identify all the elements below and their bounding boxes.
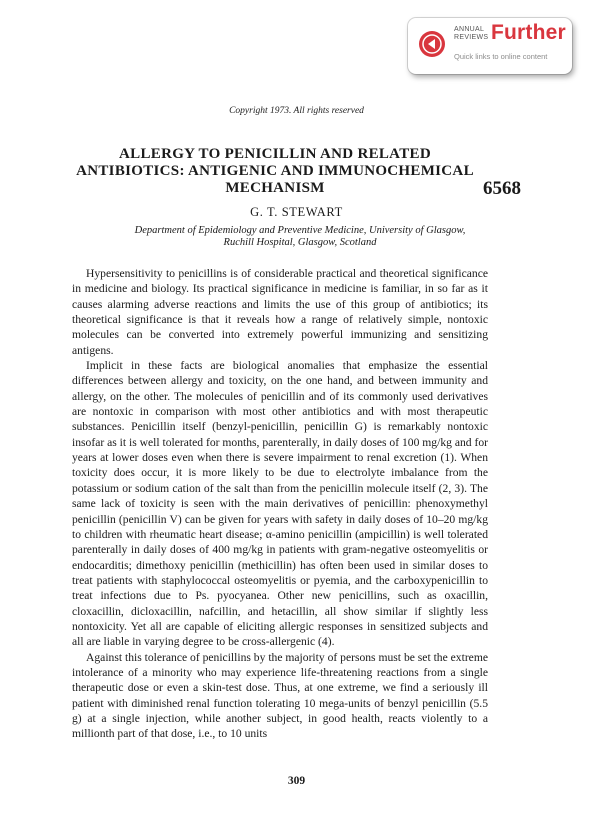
article-title [40,146,510,197]
further-wordmark: Further [491,21,566,44]
affiliation-line: Department of Epidemiology and Preventive Medicine, University of Glasgow, [134,225,466,236]
title-line: ANTIBIOTICS: ANTIGENIC AND IMMUNOCHEMICAL [76,163,474,179]
circle-arrow-left-icon [418,30,446,58]
author-affiliation [90,225,510,249]
article-body [72,266,488,742]
publisher-label: ANNUAL REVIEWS [454,26,489,41]
body-paragraph: Hypersensitivity to penicillins is of considerable practical and theoretical significance in medicine and biology. Its practical significance in medicine is familiar, in so far as it causes alarming adverse reactions and limits the use of this group of antibiotics; its theoretical significance is that it reveals how a range of relatively simple, nontoxic molecules can be converted into extremely powerful immunizing and sensitizing antigens. [72,267,488,357]
body-paragraph: Against this tolerance of penicillins by the majority of persons must be set the extreme intolerance of a minority who may experience life-threatening reactions from a single therapeutic dose or even a skin-test dose. Thus, at one extreme, we find a seriously ill patient with diminished renal function tolerating 10 mega-units of benzyl penicillin (5.5 g) at a single injection, while another subject, in good health, reacts violently to a millionth part of that dose, i.e., to 10 units [72,650,488,741]
title-line: MECHANISM [225,180,325,196]
title-line: ALLERGY TO PENICILLIN AND RELATED [119,146,431,162]
further-tagline: Quick links to online content [454,52,548,61]
article-number: 6568 [483,178,521,199]
affiliation-line: Ruchill Hospital, Glasgow, Scotland [223,237,377,248]
copyright-notice: Copyright 1973. All rights reserved [229,106,364,116]
page-number: 309 [287,775,306,787]
author-name: G. T. STEWART [250,205,343,219]
further-badge[interactable] [408,18,572,74]
body-paragraph: Implicit in these facts are biological anomalies that emphasize the essential differences between allergy and toxicity, on the one hand, and between immunity and allergy, on the other. The molecules of penicillin and of its commonly used derivatives are nontoxic in comparison with most other antibiotics and with most therapeutic substances. Penicillin itself (benzyl-penicillin, penicillin G) is remarkably nontoxic insofar as it is well tolerated for months, parenterally, in daily doses of 100 mg/kg and for years at lower doses even when there is severe impairment to renal excretion (1). When toxicity does occur, it is more likely to be due to electrolyte imbalance from the potassium or sodium cation of the salt than from the penicillin molecule itself (2, 3). The same lack of toxicity is seen with the main derivatives of penicillin: phenoxymethyl penicillin (penicillin V) can be given for years with safety in daily doses of 10–20 mg/kg to children with rheumatic heart disease; α-amino penicillin (ampicillin) is well tolerated parenterally in daily doses of 400 mg/kg in patients with gram-negative osteomyelitis or endocarditis; dimethoxy penicillin (methicillin) has often been used in similar doses to treat patients with staphylococcal osteomyelitis or pyemia, and the carboxypenicillin to treat infections due to Ps. pyocyanea. Other new penicillins, such as oxacillin, cloxacillin, dicloxacillin, nafcillin, and hetacillin, all show similar if slightly less nontoxicity. Yet all are capable of eliciting allergic responses in sensitized subjects and all are liable in varying degree to be cross-allergenic (4). [72,359,488,649]
